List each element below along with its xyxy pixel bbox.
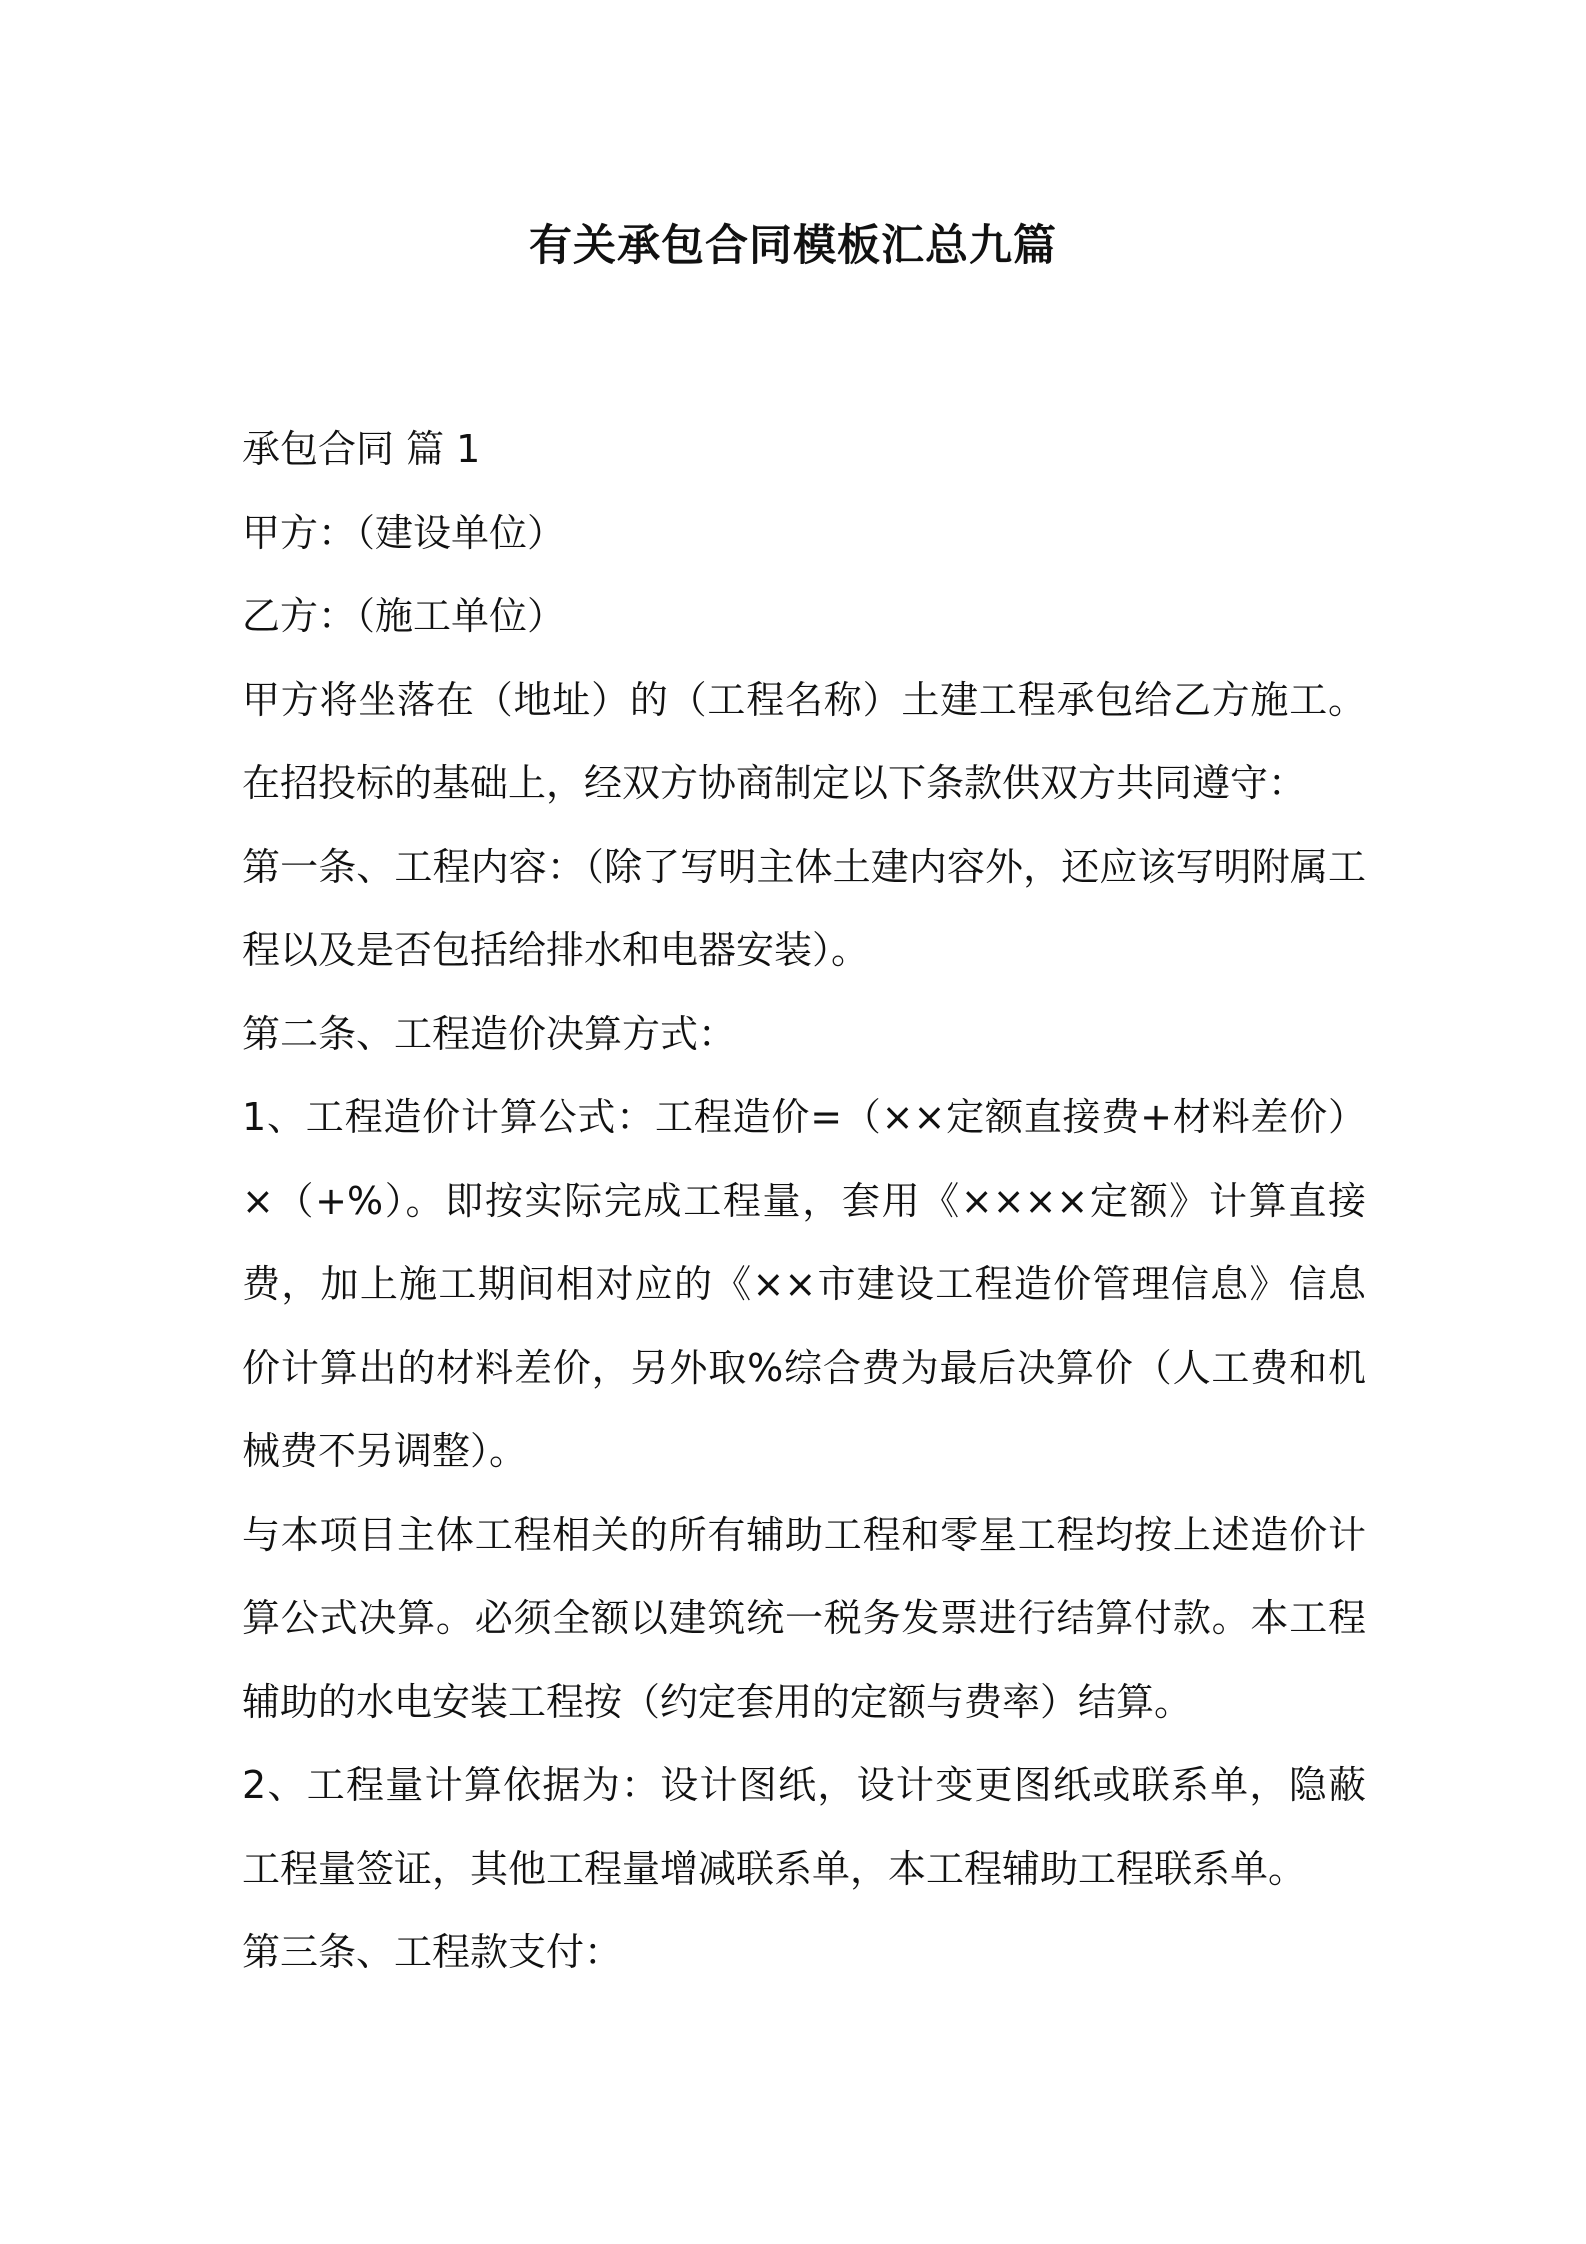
article-3-heading: 第三条、工程款支付： [242,1930,623,1974]
article-2-item-1: 1、工程造价计算公式：工程造价=（××定额直接费+材料差价）×（+%）。即按实际完成工程量，套用《××××定额》计算直接费，加上施工期间相对应的《××市建设工程造价管理信息》信息价计算出的材料差价，另外取%综合费为最后决算价（人工费和机械费不另调整）。 [242,1095,1366,1473]
intro-paragraph: 甲方将坐落在（地址）的（工程名称）土建工程承包给乙方施工。在招投标的基础上，经双方协商制定以下条款供双方共同遵守： [242,677,1366,805]
party-b-line: 乙方：（施工单位） [242,594,566,638]
article-1-paragraph: 第一条、工程内容：（除了写明主体土建内容外，还应该写明附属工程以及是否包括给排水和电器安装）。 [242,844,1366,972]
article-2-item-2: 2、工程量计算依据为：设计图纸，设计变更图纸或联系单，隐蔽工程量签证，其他工程量增减联系单，本工程辅助工程联系单。 [242,1763,1366,1891]
document-body [242,408,1366,1995]
party-a-line: 甲方：（建设单位） [242,510,566,555]
article-2-heading: 第二条、工程造价决算方式： [242,1011,737,1056]
article-2-note: 与本项目主体工程相关的所有辅助工程和零星工程均按上述造价计算公式决算。必须全额以建筑统一税务发票进行结算付款。本工程辅助的水电安装工程按（约定套用的定额与费率）结算。 [242,1512,1366,1724]
contract-heading: 承包合同 篇 1 [242,427,481,471]
document-title: 有关承包合同模板汇总九篇 [529,221,1057,271]
